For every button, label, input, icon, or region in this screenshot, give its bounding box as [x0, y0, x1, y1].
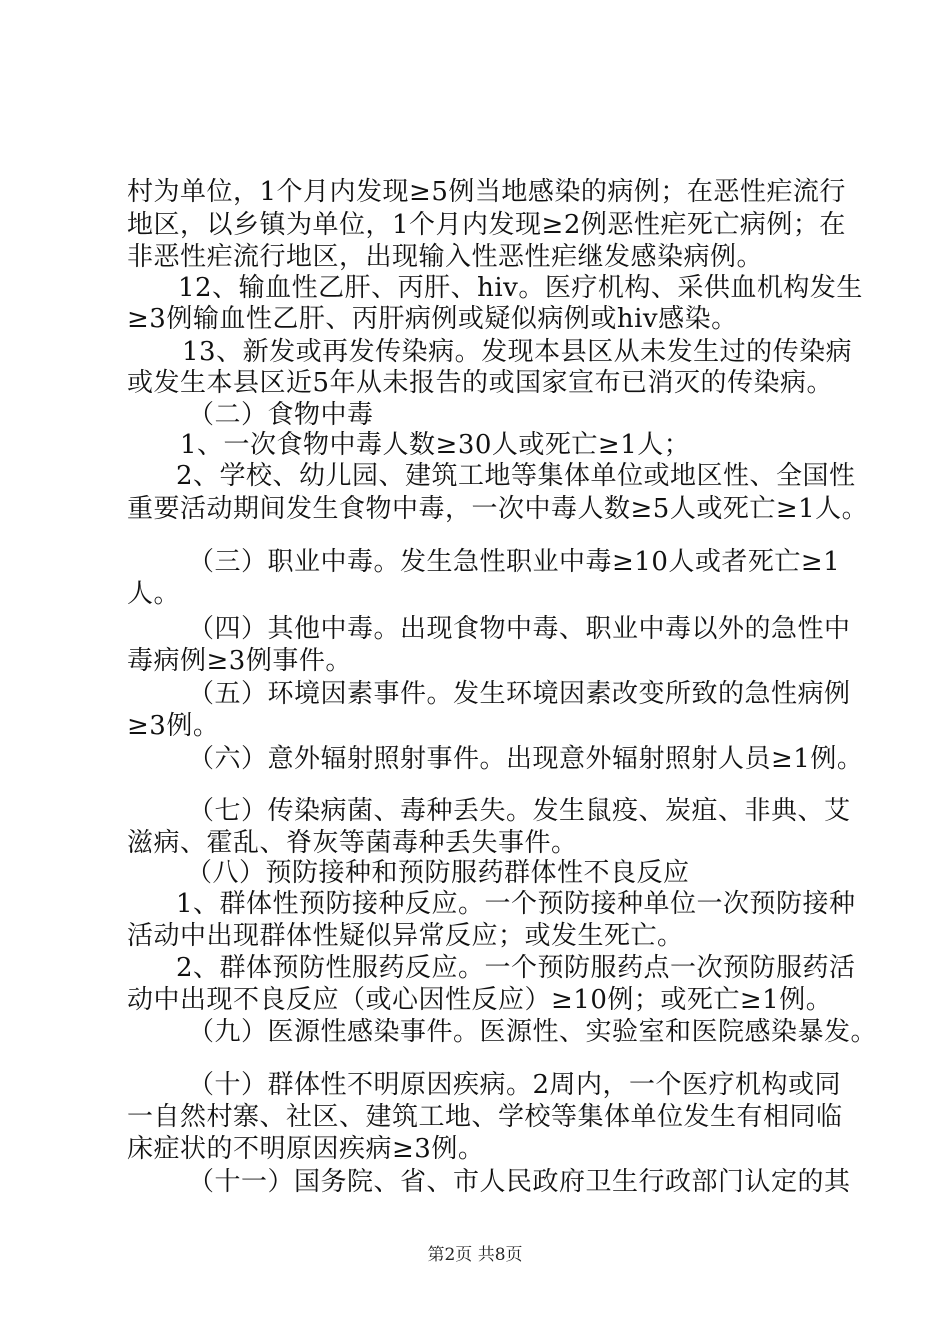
- paragraph-line: ≥3例输血性乙肝、丙肝病例或疑似病例或hiv感染。: [127, 304, 738, 334]
- paragraph-line: 床症状的不明原因疾病≥3例。: [127, 1134, 485, 1164]
- paragraph-line: 12、输血性乙肝、丙肝、hiv。医疗机构、采供血机构发生: [178, 273, 863, 303]
- paragraph-line: 2、学校、幼儿园、建筑工地等集体单位或地区性、全国性: [176, 461, 856, 491]
- section-heading: （八）预防接种和预防服药群体性不良反应: [186, 858, 690, 888]
- paragraph-line: （五）环境因素事件。发生环境因素改变所致的急性病例: [188, 679, 851, 709]
- paragraph-line: 动中出现不良反应（或心因性反应）≥10例；或死亡≥1例。: [127, 985, 833, 1015]
- paragraph-line: 或发生本县区近5年从未报告的或国家宣布已消灭的传染病。: [127, 368, 834, 398]
- paragraph-line: 2、群体预防性服药反应。一个预防服药点一次预防服药活: [176, 953, 856, 983]
- paragraph-line: 一自然村寨、社区、建筑工地、学校等集体单位发生有相同临: [127, 1102, 843, 1132]
- paragraph-line: （十一）国务院、省、市人民政府卫生行政部门认定的其: [188, 1167, 851, 1197]
- paragraph-line: 滋病、霍乱、脊灰等菌毒种丢失事件。: [127, 828, 578, 858]
- paragraph-line: （六）意外辐射照射事件。出现意外辐射照射人员≥1例。: [188, 744, 864, 774]
- paragraph-line: （四）其他中毒。出现食物中毒、职业中毒以外的急性中: [188, 614, 851, 644]
- paragraph-line: 非恶性疟流行地区，出现输入性恶性疟继发感染病例。: [127, 242, 764, 272]
- paragraph-line: 重要活动期间发生食物中毒，一次中毒人数≥5人或死亡≥1人。: [127, 494, 869, 524]
- paragraph-line: 村为单位，1个月内发现≥5例当地感染的病例；在恶性疟流行: [127, 177, 846, 207]
- paragraph-line: （七）传染病菌、毒种丢失。发生鼠疫、炭疽、非典、艾: [188, 796, 851, 826]
- paragraph-line: 13、新发或再发传染病。发现本县区从未发生过的传染病: [182, 337, 853, 367]
- paragraph-line: （九）医源性感染事件。医源性、实验室和医院感染暴发。: [188, 1017, 878, 1047]
- paragraph-line: 1、一次食物中毒人数≥30人或死亡≥1人；: [180, 430, 691, 460]
- paragraph-line: 人。: [127, 579, 181, 609]
- paragraph-line: 活动中出现群体性疑似异常反应；或发生死亡。: [127, 921, 684, 951]
- paragraph-line: 地区，以乡镇为单位，1个月内发现≥2例恶性疟死亡病例；在: [127, 210, 846, 240]
- paragraph-line: （三）职业中毒。发生急性职业中毒≥10人或者死亡≥1: [188, 547, 841, 577]
- paragraph-line: （十）群体性不明原因疾病。2周内，一个医疗机构或同: [188, 1070, 842, 1100]
- paragraph-line: ≥3例。: [127, 711, 220, 741]
- page-number-footer: 第2页 共8页: [427, 1245, 523, 1265]
- paragraph-line: 1、群体性预防接种反应。一个预防接种单位一次预防接种: [176, 889, 856, 919]
- paragraph-line: 毒病例≥3例事件。: [127, 646, 352, 676]
- section-heading: （二）食物中毒: [188, 400, 374, 430]
